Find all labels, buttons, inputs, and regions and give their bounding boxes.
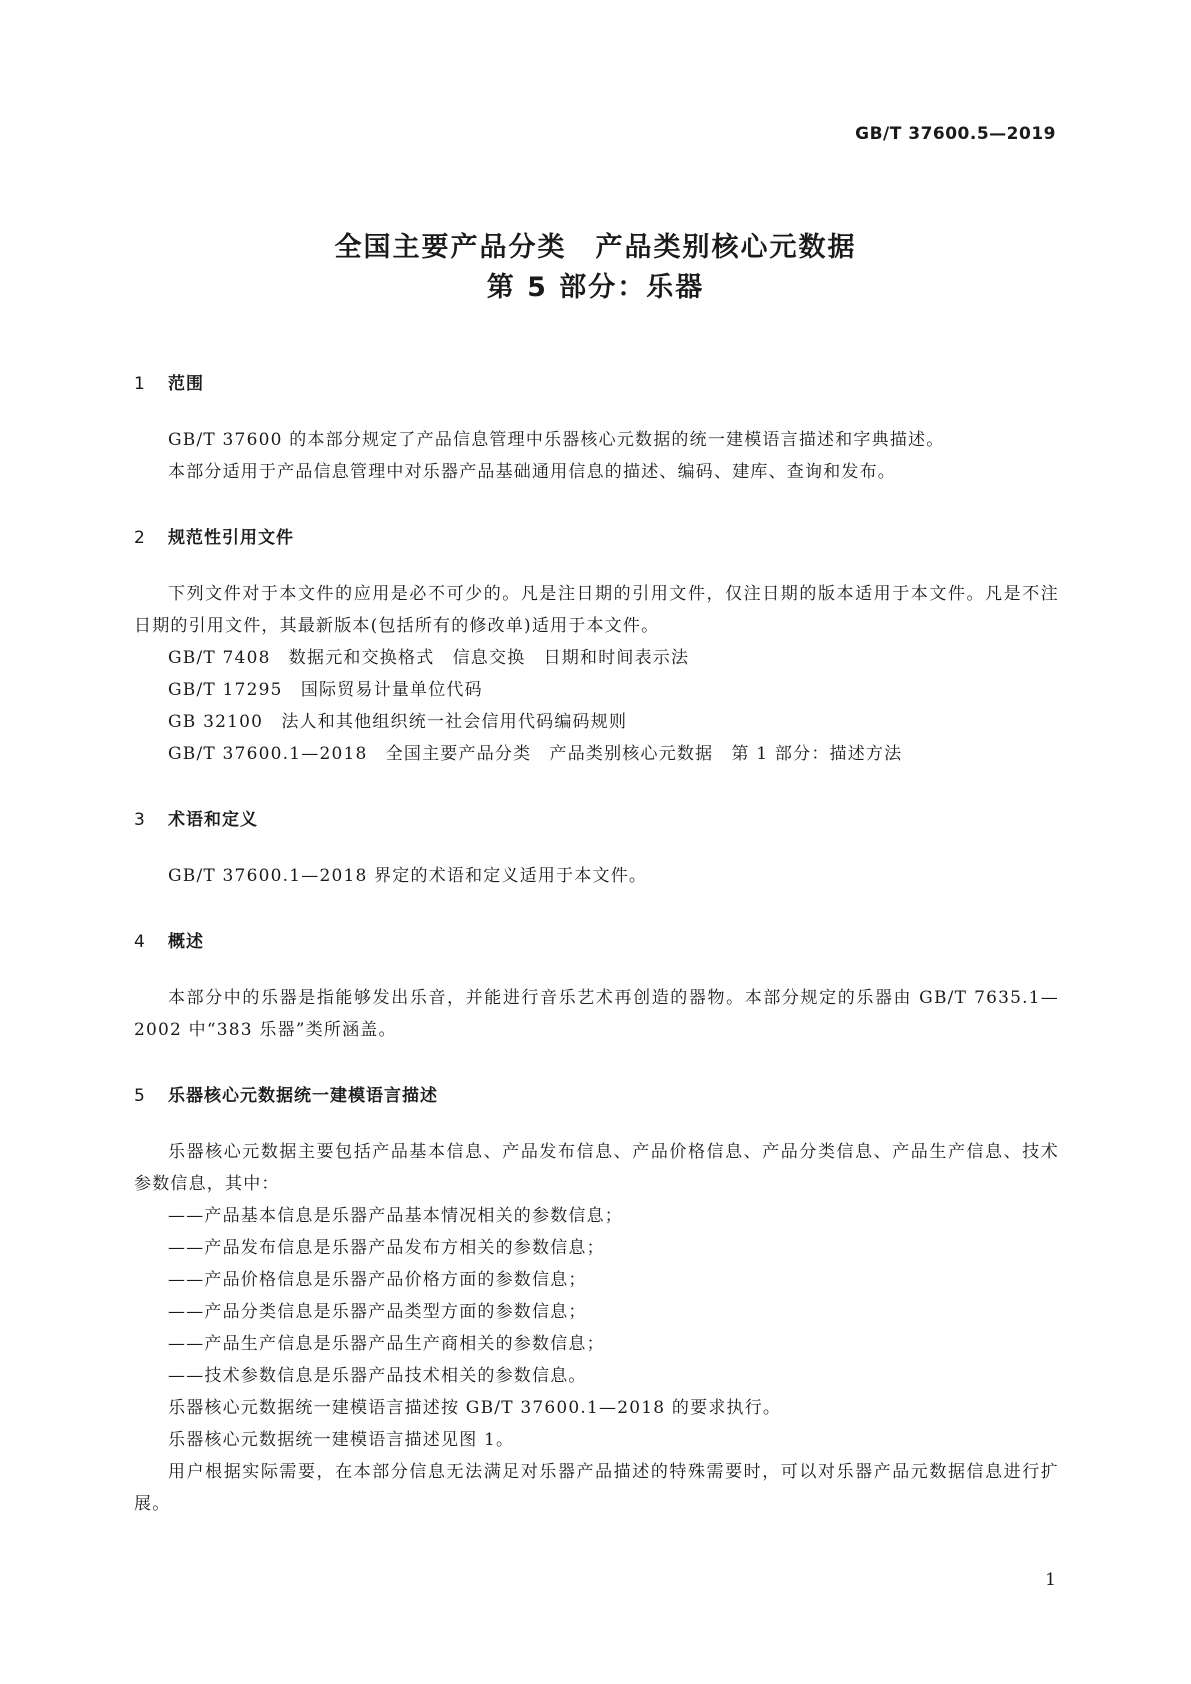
list-item: ——产品分类信息是乐器产品类型方面的参数信息； — [168, 1302, 587, 1322]
section-title: 概述 — [168, 932, 204, 952]
section-3-heading — [134, 808, 1059, 832]
reference-item: GB 32100 法人和其他组织统一社会信用代码编码规则 — [168, 712, 628, 732]
document-body — [134, 372, 1059, 1520]
reference-item: GB/T 37600.1—2018 全国主要产品分类 产品类别核心元数据 第 1 部分：描述方法 — [168, 744, 903, 764]
section-title: 乐器核心元数据统一建模语言描述 — [168, 1086, 438, 1106]
paragraph: 乐器核心元数据统一建模语言描述按 GB/T 37600.1—2018 的要求执行。 — [168, 1398, 782, 1418]
title-line-2: 第 5 部分：乐器 — [486, 272, 705, 303]
paragraph: 下列文件对于本文件的应用是必不可少的。凡是注日期的引用文件，仅注日期的版本适用于本文件。凡是不注日期的引用文件，其最新版本(包括所有的修改单)适用于本文件。 — [134, 584, 1059, 636]
paragraph: 本部分中的乐器是指能够发出乐音，并能进行音乐艺术再创造的器物。本部分规定的乐器由 GB/T 7635.1—2002 中“383 乐器”类所涵盖。 — [134, 988, 1059, 1040]
list-item: ——产品基本信息是乐器产品基本情况相关的参数信息； — [168, 1206, 623, 1226]
section-4-heading — [134, 930, 1059, 954]
title-line-1: 全国主要产品分类 产品类别核心元数据 — [334, 232, 857, 263]
document-title — [0, 228, 1191, 308]
reference-item: GB/T 7408 数据元和交换格式 信息交换 日期和时间表示法 — [168, 648, 690, 668]
section-2-heading — [134, 526, 1059, 550]
section-number: 1 — [134, 374, 146, 394]
paragraph: 乐器核心元数据主要包括产品基本信息、产品发布信息、产品价格信息、产品分类信息、产品生产信息、技术参数信息，其中： — [134, 1142, 1059, 1194]
paragraph: GB/T 37600.1—2018 界定的术语和定义适用于本文件。 — [168, 866, 648, 886]
paragraph: 乐器核心元数据统一建模语言描述见图 1。 — [168, 1430, 515, 1450]
list-item: ——产品发布信息是乐器产品发布方相关的参数信息； — [168, 1238, 605, 1258]
paragraph: GB/T 37600 的本部分规定了产品信息管理中乐器核心元数据的统一建模语言描述和字典描述。 — [168, 430, 945, 450]
paragraph: 用户根据实际需要，在本部分信息无法满足对乐器产品描述的特殊需要时，可以对乐器产品元数据信息进行扩展。 — [134, 1462, 1059, 1514]
section-title: 规范性引用文件 — [168, 528, 294, 548]
section-number: 2 — [134, 528, 146, 548]
standard-code: GB/T 37600.5—2019 — [855, 124, 1056, 144]
section-5-heading — [134, 1084, 1059, 1108]
section-number: 5 — [134, 1086, 146, 1106]
page-number: 1 — [1045, 1570, 1056, 1590]
section-number: 3 — [134, 810, 146, 830]
list-item: ——技术参数信息是乐器产品技术相关的参数信息。 — [168, 1366, 587, 1386]
section-1-heading — [134, 372, 1059, 396]
section-title: 范围 — [168, 374, 204, 394]
section-title: 术语和定义 — [168, 810, 258, 830]
list-item: ——产品生产信息是乐器产品生产商相关的参数信息； — [168, 1334, 605, 1354]
reference-item: GB/T 17295 国际贸易计量单位代码 — [168, 680, 483, 700]
list-item: ——产品价格信息是乐器产品价格方面的参数信息； — [168, 1270, 587, 1290]
paragraph: 本部分适用于产品信息管理中对乐器产品基础通用信息的描述、编码、建库、查询和发布。 — [168, 462, 896, 482]
section-number: 4 — [134, 932, 146, 952]
